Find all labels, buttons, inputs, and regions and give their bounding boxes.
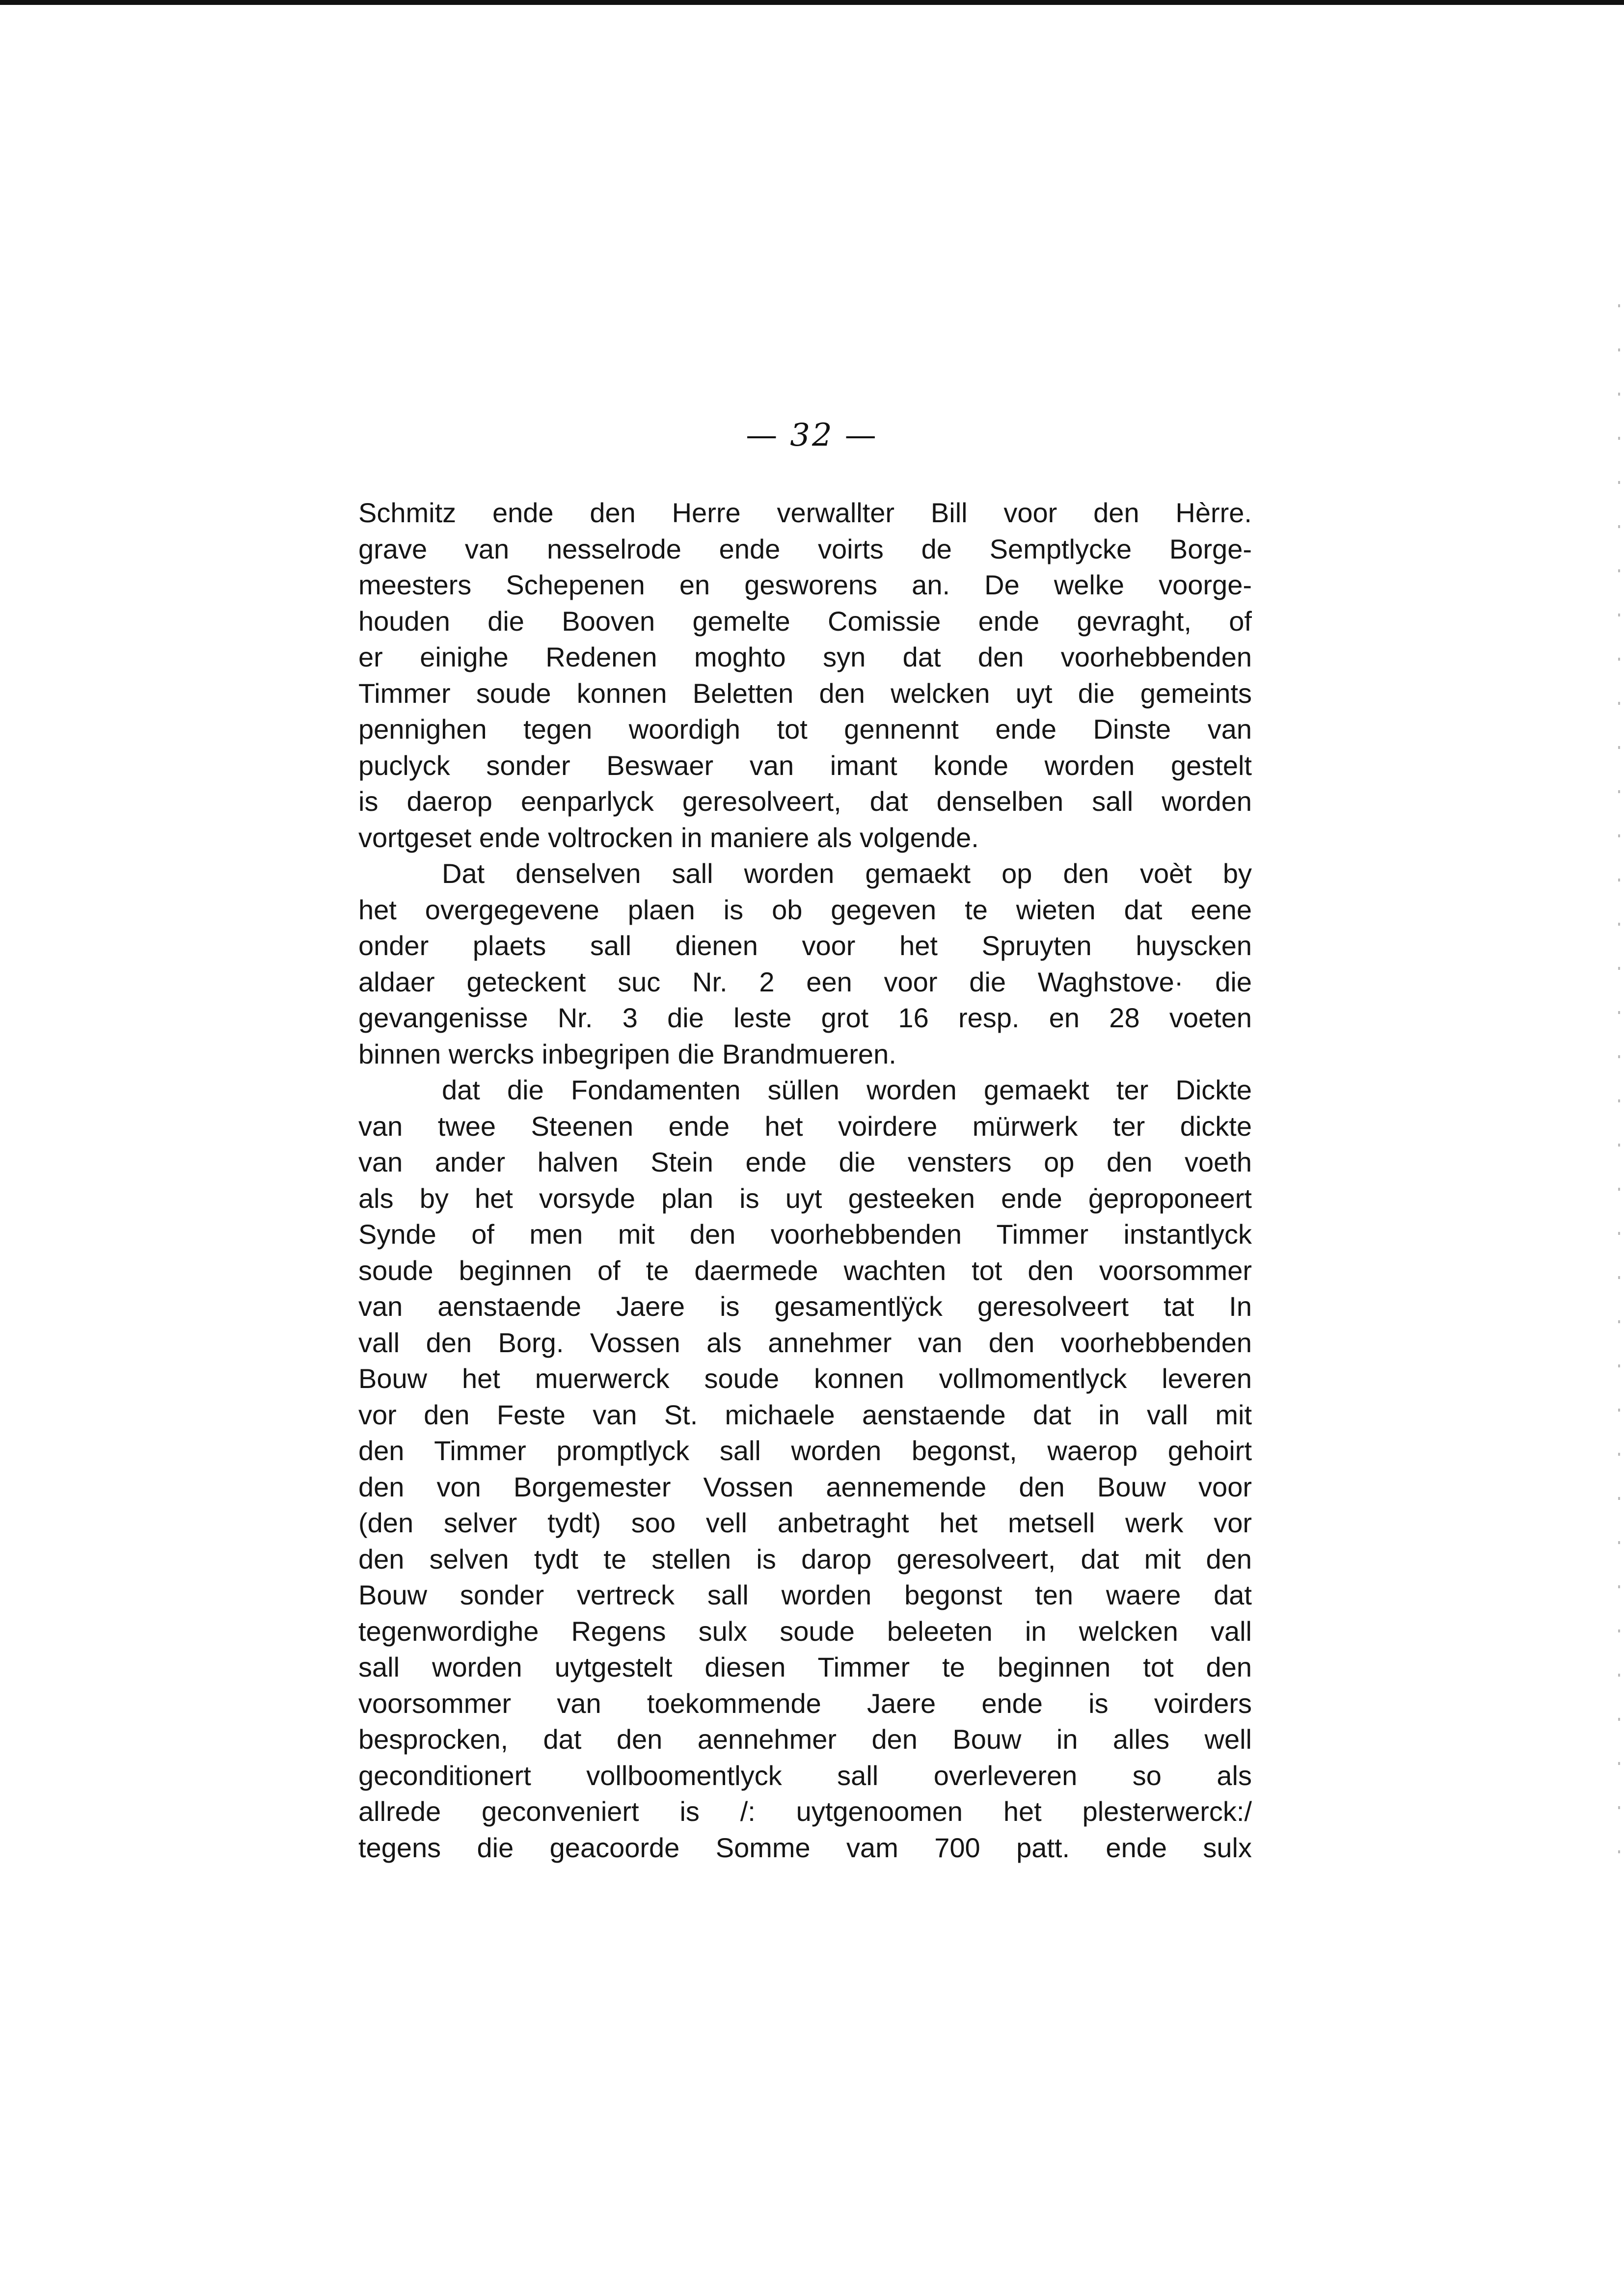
text-line: soude beginnen of te daermede wachten tot den voorsommer	[358, 1255, 1252, 1286]
page-number	[714, 417, 910, 454]
paragraph-2	[358, 855, 1252, 1072]
text-line: besprocken, dat den aennehmer den Bouw in alles well	[358, 1724, 1252, 1755]
text-line: tegenwordighe Regens sulx soude beleeten in welcken vall	[358, 1615, 1252, 1647]
text-line: aldaer geteckent suc Nr. 2 een voor die Waghstove· die	[358, 966, 1252, 997]
page-number-dash-left: —	[746, 417, 780, 454]
text-line: Timmer soude konnen Beletten den welcken uyt die gemeints	[358, 677, 1252, 709]
text-line: houden die Booven gemelte Comissie ende gevraght, of	[358, 605, 1252, 637]
text-line: als by het vorsyde plan is uyt gesteeken ende ġeproponeert	[358, 1182, 1252, 1214]
text-line: den von Borgemester Vossen aennemende den Bouw voor	[358, 1471, 1252, 1502]
text-line: onder plaets sall dienen voor het Spruyten huyscken	[358, 930, 1252, 961]
text-line: grave van nesselrode ende voirts de Semptlycke Borge-	[358, 533, 1252, 564]
page-number-dash-right: —	[844, 417, 878, 454]
paragraph-1	[358, 495, 1252, 855]
paragraph-3	[358, 1072, 1252, 1866]
body-text	[358, 495, 1252, 1866]
scan-edge-marks	[1618, 304, 1620, 1875]
text-line: allrede geconveniert is /: uytgenoomen het plesterwerck:/	[358, 1796, 1252, 1827]
page-number-value: 32	[790, 417, 834, 454]
text-line: pennighen tegen woordigh tot gennennt ende Dinste van	[358, 714, 1252, 745]
text-line: meesters Schepenen en gesworens an. De welke voorge-	[358, 569, 1252, 600]
text-line: vortgeset ende voltrocken in maniere als volgende.	[358, 822, 979, 853]
text-line: van aenstaende Jaere is gesamentlÿck geresolveert tat In	[358, 1291, 1252, 1322]
text-line: het overgegevene plaen is ob gegeven te wieten dat eene	[358, 894, 1252, 925]
text-line: puclyck sonder Beswaer van imant konde worden gestelt	[358, 749, 1252, 781]
text-line: er einighe Redenen moghto syn dat den voorhebbenden	[358, 641, 1252, 672]
text-line: van twee Steenen ende het voirdere mürwerk ter dickte	[358, 1110, 1252, 1142]
text-line: gevangenisse Nr. 3 die leste grot 16 resp. en 28 voeten	[358, 1002, 1252, 1033]
page-top-border	[0, 0, 1624, 5]
text-line: sall worden uytgestelt diesen Timmer te beginnen tot den	[358, 1652, 1252, 1682]
text-line: den selven tydt te stellen is darop geresolveert, dat mit den	[358, 1543, 1252, 1575]
text-line: is daerop eenparlyck geresolveert, dat denselben sall worden	[358, 786, 1252, 817]
text-line: (den selver tydt) soo vell anbetraght het metsell werk vor	[358, 1507, 1252, 1538]
text-line: vall den Borg. Vossen als annehmer van den voorhebbenden	[358, 1327, 1252, 1358]
text-line: van ander halven Stein ende die vensters op den voeth	[358, 1147, 1252, 1177]
text-line: geconditionert vollboomentlyck sall overleveren so als	[358, 1760, 1252, 1791]
text-line: Bouw sonder vertreck sall worden begonst ten waere dat	[358, 1579, 1252, 1610]
text-line: Schmitz ende den Herre verwallter Bill voor den Hèrre.	[358, 497, 1252, 528]
text-line: den Timmer promptlyck sall worden begonst, waerop gehoirt	[358, 1435, 1252, 1466]
text-line: voorsommer van toekommende Jaere ende is voirders	[358, 1687, 1252, 1719]
text-line: binnen wercks inbegripen die Brandmueren.	[358, 1038, 896, 1069]
text-line: vor den Feste van St. michaele aenstaende dat in vall mit	[358, 1399, 1252, 1430]
text-line: dat die Fondamenten süllen worden gemaekt ter Dickte	[442, 1074, 1252, 1105]
text-line: Dat denselven sall worden gemaekt op den voèt by	[442, 858, 1252, 889]
text-line: tegens die geacoorde Somme vam 700 patt. ende sulx	[358, 1832, 1252, 1863]
text-line: Synde of men mit den voorhebbenden Timmer instantlyck	[358, 1219, 1252, 1250]
text-line: Bouw het muerwerck soude konnen vollmomentlyck leveren	[358, 1363, 1252, 1394]
